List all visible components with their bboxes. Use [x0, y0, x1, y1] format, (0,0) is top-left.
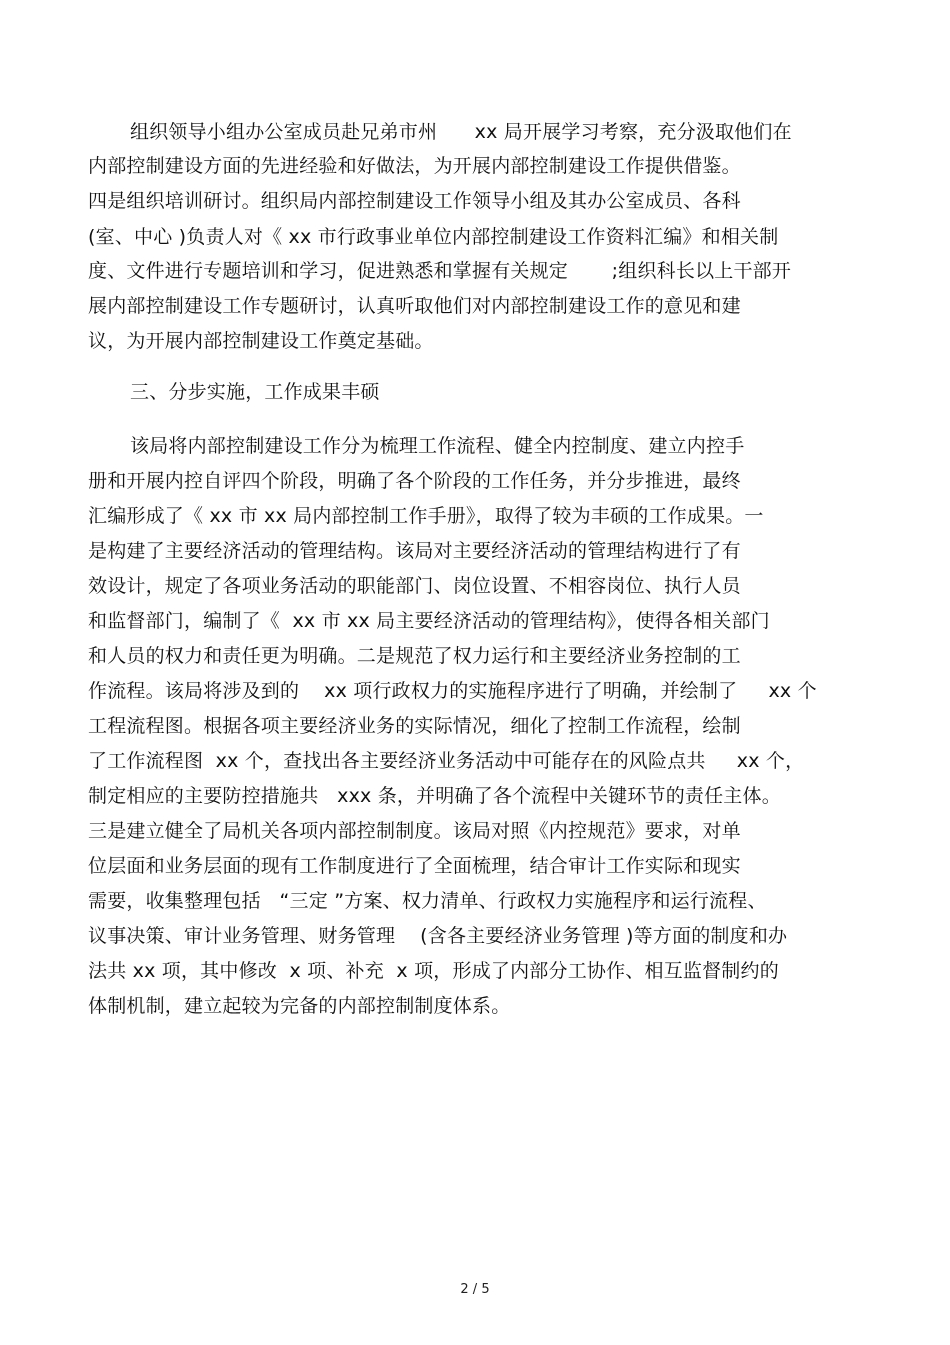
body-text-line: 议，为开展内部控制建设工作奠定基础。 — [88, 330, 434, 352]
body-text-line: 册和开展内控自评四个阶段，明确了各个阶段的工作任务，并分步推进，最终 — [88, 470, 741, 492]
body-text-line: 制定相应的主要防控措施共 xxx 条，并明确了各个流程中关键环节的责任主体。 — [88, 785, 781, 807]
body-text-line: 汇编形成了《 xx 市 xx 局内部控制工作手册》，取得了较为丰硕的工作成果。一 — [88, 505, 764, 527]
body-text-line: 度、文件进行专题培训和学习，促进熟悉和掌握有关规定 ;组织科长以上干部开 — [88, 260, 792, 282]
section-heading: 三、分步实施，工作成果丰硕 — [130, 381, 380, 403]
body-text-line: 效设计，规定了各项业务活动的职能部门、岗位设置、不相容岗位、执行人员 — [88, 575, 741, 597]
body-text-line: (室、中心 )负责人对《 xx 市行政事业单位内部控制建设工作资料汇编》和相关制 — [88, 226, 779, 248]
body-text-line: 内部控制建设方面的先进经验和好做法，为开展内部控制建设工作提供借鉴。 — [88, 155, 741, 177]
body-text-line: 体制机制，建立起较为完备的内部控制制度体系。 — [88, 995, 511, 1017]
body-text-line: 和监督部门，编制了《 xx 市 xx 局主要经济活动的管理结构》，使得各相关部门 — [88, 610, 770, 632]
body-text-line: 议事决策、审计业务管理、财务管理 (含各主要经济业务管理 )等方面的制度和办 — [88, 925, 788, 947]
body-text-line: 作流程。该局将涉及到的 xx 项行政权力的实施程序进行了明确，并绘制了 xx 个 — [88, 680, 817, 702]
body-text-line: 法共 xx 项，其中修改 x 项、补充 x 项，形成了内部分工协作、相互监督制约的 — [88, 960, 779, 982]
body-text-line: 展内部控制建设工作专题研讨，认真听取他们对内部控制建设工作的意见和建 — [88, 295, 741, 317]
body-text-line: 是构建了主要经济活动的管理结构。该局对主要经济活动的管理结构进行了有 — [88, 540, 741, 562]
body-text-line: 需要，收集整理包括 “三定 ”方案、权力清单、行政权力实施程序和运行流程、 — [88, 890, 767, 912]
body-text-line: 位层面和业务层面的现有工作制度进行了全面梳理，结合审计工作实际和现实 — [88, 855, 741, 877]
page-number: 2 / 5 — [460, 1282, 490, 1297]
body-text-line: 该局将内部控制建设工作分为梳理工作流程、健全内控制度、建立内控手 — [130, 435, 745, 457]
body-text-line: 四是组织培训研讨。组织局内部控制建设工作领导小组及其办公室成员、各科 — [88, 190, 741, 212]
body-text-line: 三是建立健全了局机关各项内部控制制度。该局对照《内控规范》要求，对单 — [88, 820, 741, 842]
body-text-line: 了工作流程图 xx 个，查找出各主要经济业务活动中可能存在的风险点共 xx 个， — [88, 750, 805, 772]
body-text-line: 和人员的权力和责任更为明确。二是规范了权力运行和主要经济业务控制的工 — [88, 645, 741, 667]
body-text-line: 工程流程图。根据各项主要经济业务的实际情况，细化了控制工作流程，绘制 — [88, 715, 741, 737]
body-text-line: 组织领导小组办公室成员赴兄弟市州 xx 局开展学习考察，充分汲取他们在 — [130, 121, 792, 143]
